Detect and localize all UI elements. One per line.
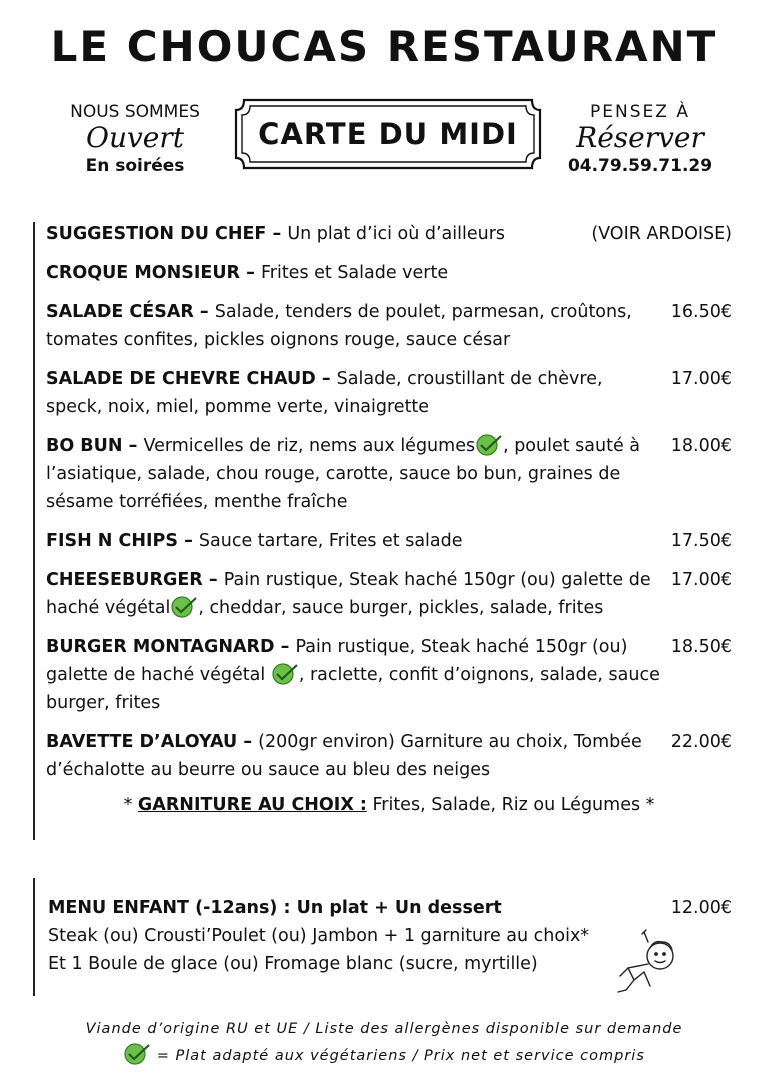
item-desc: Un plat d’ici où d’ailleurs: [287, 224, 506, 244]
left-divider-top: [33, 222, 35, 840]
item-price: (VOIR ARDOISE): [591, 224, 732, 244]
menu-item: [46, 566, 732, 622]
item-name: BO BUN –: [46, 436, 144, 456]
garniture-note: [46, 795, 732, 815]
left-divider-bottom: [33, 878, 35, 996]
kids-menu-line2: Et 1 Boule de glace (ou) Fromage blanc (sucre, myrtille): [48, 954, 538, 974]
garniture-label: GARNITURE AU CHOIX :: [137, 795, 367, 815]
reservation-line1: PENSEZ À: [590, 102, 690, 122]
item-desc-a: Pain rustique, Steak haché 150gr (ou) galette de haché végétal: [46, 570, 651, 618]
garniture-text: Frites, Salade, Riz ou Légumes: [366, 795, 646, 815]
menu-list: [46, 220, 732, 815]
item-desc: Frites et Salade verte: [260, 263, 449, 283]
reservation-info: [560, 102, 720, 176]
item-desc: (200gr environ) Garniture au choix, Tombée d’échalotte au beurre ou sauce au bleu des neiges: [46, 732, 642, 780]
menu-title: CARTE DU MIDI: [258, 117, 518, 151]
kid-drawing-icon: [598, 928, 698, 998]
item-name: FISH N CHIPS –: [46, 531, 199, 551]
item-desc-a: Vermicelles de riz, nems aux légumes: [143, 436, 476, 456]
menu-item: [46, 298, 732, 354]
menu-item: [46, 432, 732, 516]
item-price: 17.00€: [670, 369, 732, 389]
opening-script: Ouvert: [85, 121, 184, 154]
item-desc: Sauce tartare, Frites et salade: [198, 531, 463, 551]
item-name: BURGER MONTAGNARD –: [46, 637, 296, 657]
phone-number: 04.79.59.71.29: [567, 156, 713, 176]
menu-item: [46, 633, 732, 717]
item-price: 18.00€: [670, 436, 732, 456]
item-name: SALADE CÉSAR –: [46, 302, 215, 322]
footer-line2: = Plat adapté aux végétariens / Prix net et service compris: [151, 1048, 645, 1064]
kids-menu-title: MENU ENFANT (-12ans) : Un plat + Un dessert: [48, 898, 502, 918]
vegetarian-check-icon: [123, 1042, 151, 1066]
footer-line2-wrap: [0, 1042, 768, 1069]
item-price: 16.50€: [670, 302, 732, 322]
menu-item: [46, 728, 732, 784]
garniture-star: *: [123, 795, 133, 815]
vegetarian-check-icon: [475, 433, 503, 457]
item-desc-b: , cheddar, sauce burger, pickles, salade, frites: [198, 598, 604, 618]
menu-item: [46, 365, 732, 421]
restaurant-title: LE CHOUCAS RESTAURANT: [50, 22, 718, 71]
item-name: CROQUE MONSIEUR –: [46, 263, 261, 283]
item-price: 18.50€: [670, 637, 732, 657]
menu-title-frame: [232, 96, 544, 172]
item-price: 22.00€: [670, 732, 732, 752]
item-name: SALADE DE CHEVRE CHAUD –: [46, 369, 337, 389]
footer-line1: Viande d’origine RU et UE / Liste des allergènes disponible sur demande: [85, 1021, 683, 1037]
kids-menu-price: 12.00€: [670, 898, 732, 918]
item-desc: Salade, croustillant de chèvre, speck, noix, miel, pomme verte, vinaigrette: [46, 369, 603, 417]
opening-line3: En soirées: [85, 156, 185, 176]
garniture-star: *: [645, 795, 655, 815]
footer: [0, 1016, 768, 1069]
vegetarian-check-icon: [271, 662, 299, 686]
menu-item: [46, 527, 732, 555]
menu-item: [46, 259, 732, 287]
item-price: 17.50€: [670, 531, 732, 551]
item-desc-a: Pain rustique, Steak haché 150gr (ou) galette de haché végétal: [46, 637, 628, 685]
item-desc-b: , poulet sauté à l’asiatique, salade, chou rouge, carotte, sauce bo bun, graines de sésame torréfiées, menthe fraîche: [46, 436, 641, 512]
item-price: 17.00€: [670, 570, 732, 590]
menu-item: [46, 220, 732, 248]
opening-info: [50, 102, 220, 176]
kids-menu-line1: Steak (ou) Crousti’Poulet (ou) Jambon + 1 garniture au choix*: [48, 926, 590, 946]
item-name: BAVETTE D’ALOYAU –: [46, 732, 259, 752]
item-name: SUGGESTION DU CHEF –: [46, 224, 288, 244]
vegetarian-check-icon: [170, 595, 198, 619]
opening-line1: NOUS SOMMES: [70, 102, 200, 122]
item-name: CHEESEBURGER –: [46, 570, 224, 590]
reservation-script: Réserver: [576, 121, 704, 154]
item-desc-b: , raclette, confit d’oignons, salade, sauce burger, frites: [46, 665, 660, 713]
item-desc: Salade, tenders de poulet, parmesan, croûtons, tomates confites, pickles oignons rouge, sauce césar: [46, 302, 632, 350]
